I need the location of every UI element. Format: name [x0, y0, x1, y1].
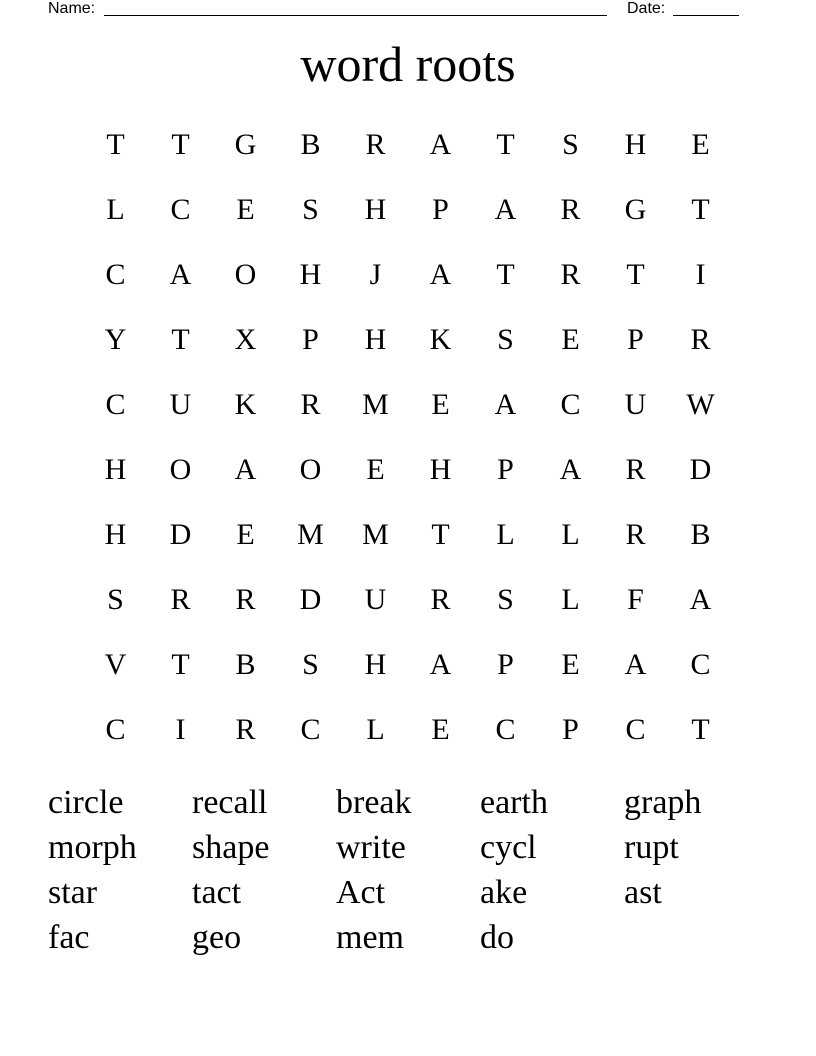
- grid-cell: E: [236, 192, 255, 226]
- grid-cell: T: [171, 127, 190, 161]
- grid-cell: S: [497, 322, 514, 356]
- word-list-item: Act: [336, 874, 386, 911]
- grid-cell: B: [300, 127, 321, 161]
- grid-cell: P: [302, 322, 319, 356]
- grid-cell: P: [497, 647, 514, 681]
- date-blank: [673, 15, 739, 16]
- word-list: [48, 780, 768, 960]
- grid-cell: C: [105, 712, 126, 746]
- grid-cell: S: [302, 192, 319, 226]
- grid-cell: H: [429, 452, 452, 486]
- grid-cell: E: [431, 387, 450, 421]
- grid-cell: E: [236, 517, 255, 551]
- grid-cell: O: [234, 257, 257, 291]
- word-list-item: morph: [48, 829, 137, 866]
- word-list-item: ake: [480, 874, 528, 911]
- grid-cell: T: [691, 712, 710, 746]
- word-list-item: ast: [624, 874, 662, 911]
- grid-cell: A: [429, 127, 452, 161]
- grid-cell: R: [625, 452, 646, 486]
- word-list-item: tact: [192, 874, 242, 911]
- page-title: word roots: [300, 36, 516, 92]
- grid-cell: T: [171, 322, 190, 356]
- grid-cell: U: [624, 387, 647, 421]
- header: [0, 0, 816, 20]
- grid-cell: L: [561, 517, 580, 551]
- grid-cell: H: [364, 322, 387, 356]
- grid-cell: R: [690, 322, 711, 356]
- grid-cell: U: [169, 387, 192, 421]
- grid-cell: T: [496, 257, 515, 291]
- grid-cell: H: [364, 192, 387, 226]
- grid-cell: T: [431, 517, 450, 551]
- word-list-item: cycl: [480, 829, 537, 866]
- grid-cell: T: [691, 192, 710, 226]
- grid-cell: S: [562, 127, 579, 161]
- date-label: Date:: [627, 0, 666, 17]
- grid-cell: R: [560, 257, 581, 291]
- grid-cell: A: [234, 452, 257, 486]
- grid-cell: B: [235, 647, 256, 681]
- grid-cell: C: [495, 712, 516, 746]
- grid-cell: L: [366, 712, 385, 746]
- grid-cell: A: [429, 647, 452, 681]
- grid-cell: A: [494, 387, 517, 421]
- grid-cell: M: [362, 517, 389, 551]
- word-list-item: write: [336, 829, 406, 866]
- grid-cell: A: [429, 257, 452, 291]
- word-list-item: shape: [192, 829, 270, 866]
- grid-cell: T: [626, 257, 645, 291]
- grid-cell: T: [171, 647, 190, 681]
- grid-cell: L: [561, 582, 580, 616]
- grid-cell: R: [560, 192, 581, 226]
- grid-cell: W: [686, 387, 715, 421]
- grid-cell: L: [496, 517, 515, 551]
- grid-cell: A: [494, 192, 517, 226]
- grid-cell: C: [690, 647, 711, 681]
- grid-cell: L: [106, 192, 125, 226]
- grid-cell: R: [235, 582, 256, 616]
- grid-cell: C: [170, 192, 191, 226]
- grid-cell: H: [104, 452, 127, 486]
- grid-cell: E: [431, 712, 450, 746]
- word-list-item: circle: [48, 784, 124, 821]
- grid-cell: C: [560, 387, 581, 421]
- word-list-item: fac: [48, 919, 90, 956]
- grid-cell: C: [300, 712, 321, 746]
- grid-cell: Y: [104, 322, 127, 356]
- grid-cell: A: [559, 452, 582, 486]
- grid-cell: C: [105, 387, 126, 421]
- grid-cell: E: [561, 647, 580, 681]
- grid-cell: J: [369, 257, 382, 291]
- word-list-item: break: [336, 784, 412, 821]
- grid-cell: G: [624, 192, 647, 226]
- grid-cell: M: [362, 387, 389, 421]
- grid-cell: R: [300, 387, 321, 421]
- grid-cell: I: [175, 712, 186, 746]
- grid-cell: H: [104, 517, 127, 551]
- grid-cell: D: [169, 517, 192, 551]
- grid-cell: P: [627, 322, 644, 356]
- grid-cell: U: [364, 582, 387, 616]
- grid-cell: P: [497, 452, 514, 486]
- grid-cell: R: [430, 582, 451, 616]
- word-list-item: do: [480, 919, 514, 956]
- grid-cell: S: [107, 582, 124, 616]
- grid-cell: R: [365, 127, 386, 161]
- grid-cell: R: [170, 582, 191, 616]
- letter-grid: [83, 112, 733, 762]
- word-list-item: star: [48, 874, 98, 911]
- grid-cell: P: [562, 712, 579, 746]
- grid-cell: X: [234, 322, 257, 356]
- grid-cell: C: [105, 257, 126, 291]
- word-list-item: graph: [624, 784, 702, 821]
- grid-cell: K: [234, 387, 257, 421]
- grid-cell: M: [297, 517, 324, 551]
- grid-cell: I: [695, 257, 706, 291]
- word-list-item: geo: [192, 919, 242, 956]
- grid-cell: A: [169, 257, 192, 291]
- grid-cell: H: [299, 257, 322, 291]
- grid-cell: G: [234, 127, 257, 161]
- grid-cell: F: [627, 582, 644, 616]
- grid-cell: H: [624, 127, 647, 161]
- grid-cell: C: [625, 712, 646, 746]
- grid-cell: P: [432, 192, 449, 226]
- grid-cell: E: [561, 322, 580, 356]
- grid-cell: D: [689, 452, 712, 486]
- grid-cell: H: [364, 647, 387, 681]
- grid-cell: V: [104, 647, 127, 681]
- grid-cell: T: [106, 127, 125, 161]
- name-blank: [104, 15, 607, 16]
- grid-cell: R: [235, 712, 256, 746]
- word-list-item: earth: [480, 784, 548, 821]
- grid-cell: E: [691, 127, 710, 161]
- grid-cell: S: [302, 647, 319, 681]
- grid-cell: D: [299, 582, 322, 616]
- grid-cell: O: [169, 452, 192, 486]
- grid-cell: O: [299, 452, 322, 486]
- grid-cell: E: [366, 452, 385, 486]
- word-list-item: rupt: [624, 829, 679, 866]
- word-list-item: mem: [336, 919, 404, 956]
- grid-cell: T: [496, 127, 515, 161]
- grid-cell: B: [690, 517, 711, 551]
- word-list-item: recall: [192, 784, 268, 821]
- grid-cell: S: [497, 582, 514, 616]
- grid-cell: K: [429, 322, 452, 356]
- grid-cell: A: [624, 647, 647, 681]
- grid-cell: R: [625, 517, 646, 551]
- name-label: Name:: [48, 0, 96, 17]
- grid-cell: A: [689, 582, 712, 616]
